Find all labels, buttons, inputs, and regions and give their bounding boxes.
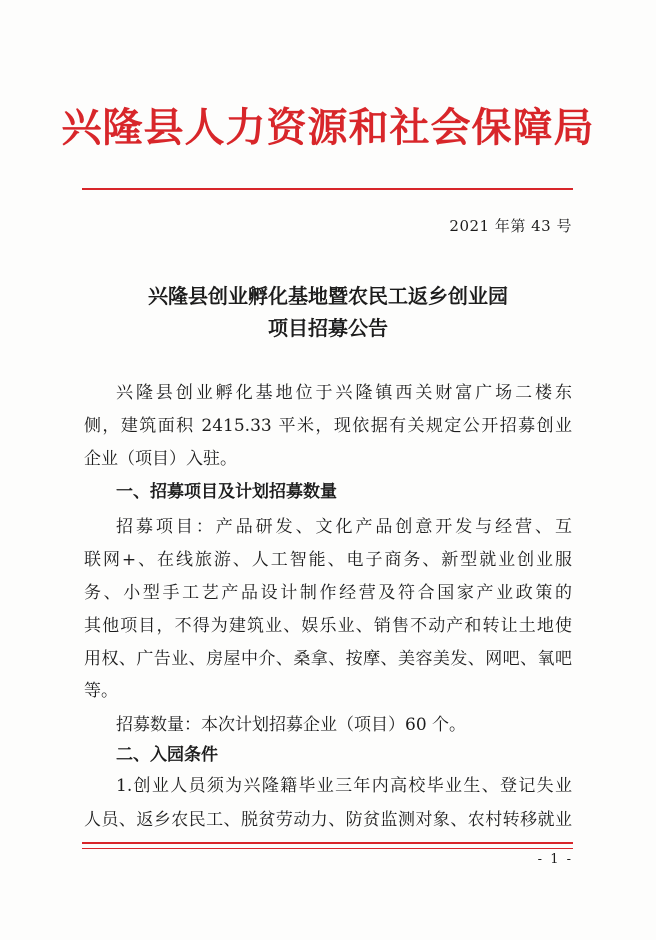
- letterhead-divider: [82, 188, 573, 190]
- page-number: - 1 -: [537, 852, 573, 867]
- agency-letterhead: 兴隆县人力资源和社会保障局: [61, 105, 595, 151]
- footer-divider-thin: [82, 848, 573, 849]
- section1-heading: 一、招募项目及计划招募数量: [116, 482, 337, 502]
- intro-line: 企业（项目）入驻。: [84, 449, 237, 469]
- section1-line: 用权、广告业、房屋中介、桑拿、按摩、美容美发、网吧、氧吧: [84, 649, 572, 669]
- document-number: 2021 年第 43 号: [449, 217, 572, 235]
- section2-line: 1.创业人员须为兴隆籍毕业三年内高校毕业生、登记失业: [116, 776, 572, 796]
- section1-line: 联网+、在线旅游、人工智能、电子商务、新型就业创业服: [84, 550, 572, 570]
- section1-line: 务、小型手工艺产品设计制作经营及符合国家产业政策的: [84, 583, 572, 603]
- intro-line: 侧，建筑面积 2415.33 平米，现依据有关规定公开招募创业: [84, 416, 572, 436]
- intro-line: 兴隆县创业孵化基地位于兴隆镇西关财富广场二楼东: [116, 383, 572, 403]
- section1-line: 招募项目：产品研发、文化产品创意开发与经营、互: [116, 517, 572, 537]
- section2-line: 人员、返乡农民工、脱贫劳动力、防贫监测对象、农村转移就业: [84, 810, 572, 830]
- notice-title-line2: 项目招募公告: [268, 316, 388, 340]
- section2-heading: 二、入园条件: [116, 745, 218, 765]
- section1-line: 其他项目，不得为建筑业、娱乐业、销售不动产和转让土地使: [84, 616, 572, 636]
- section1-line: 等。: [84, 681, 118, 701]
- footer-divider-thick: [82, 842, 573, 844]
- quota-line: 招募数量：本次计划招募企业（项目）60 个。: [116, 715, 467, 735]
- notice-title-line1: 兴隆县创业孵化基地暨农民工返乡创业园: [148, 284, 508, 308]
